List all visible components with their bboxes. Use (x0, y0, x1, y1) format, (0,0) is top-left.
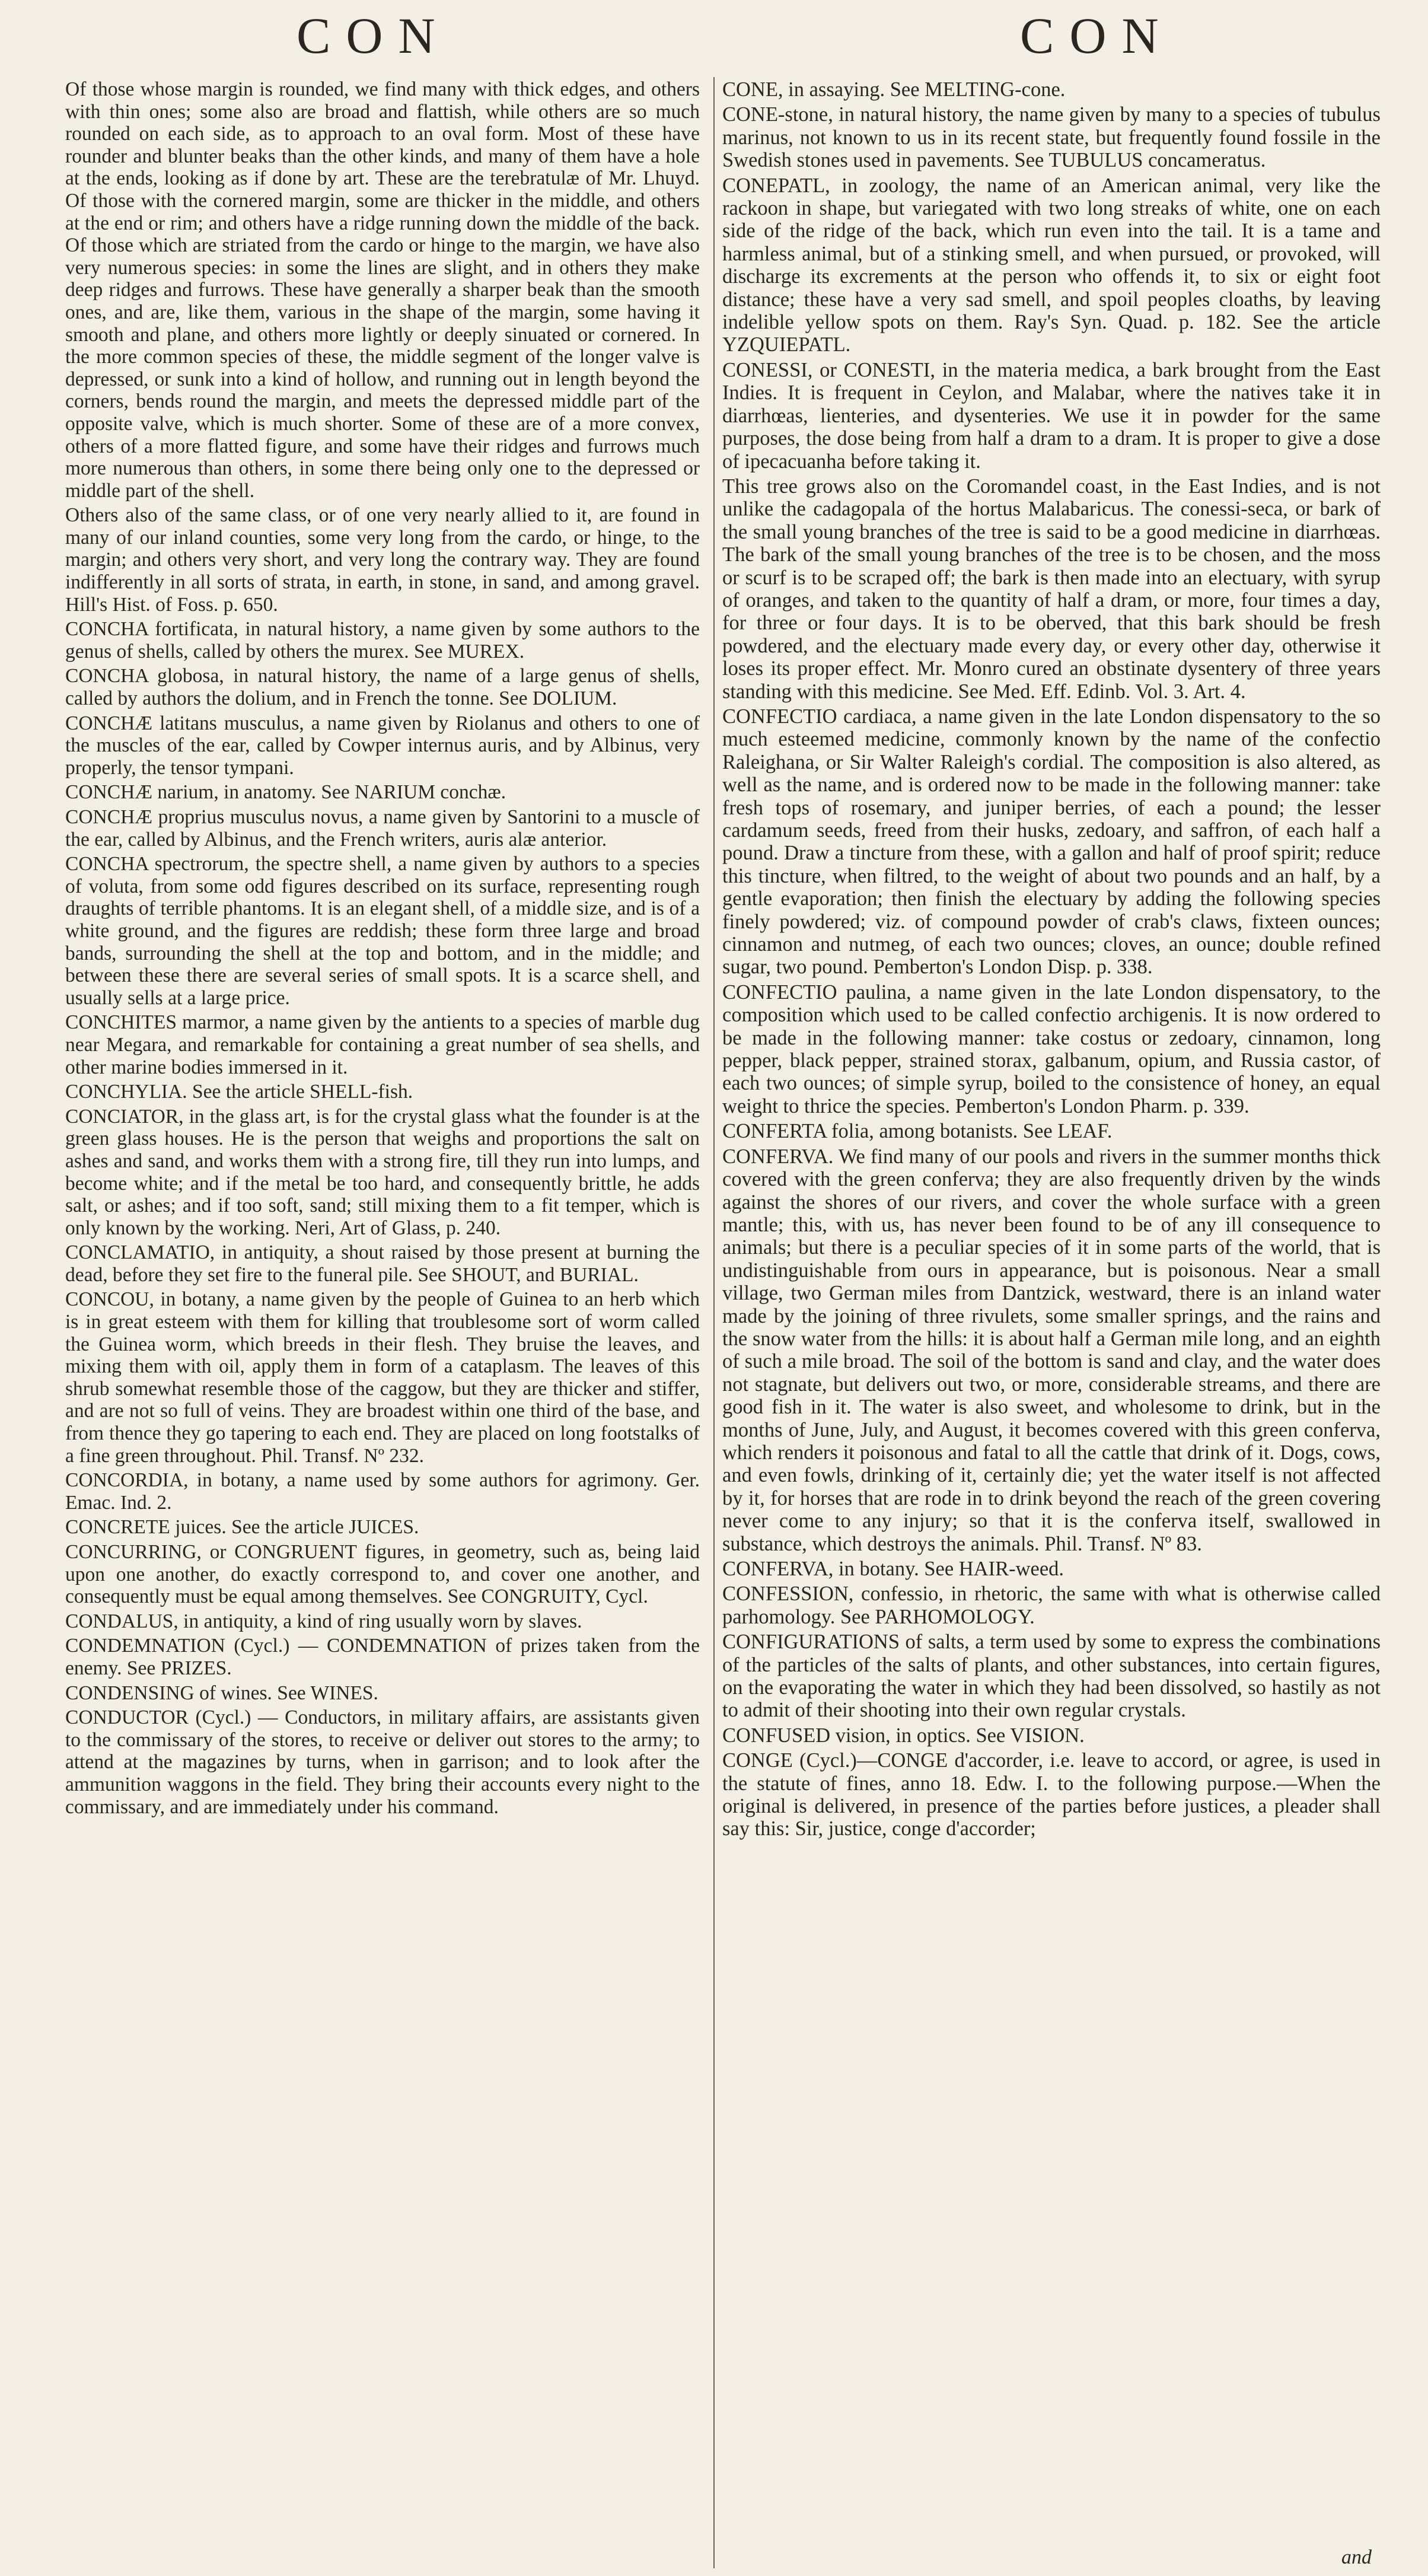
dictionary-entry: CONCORDIA, in botany, a name used by some authors for agrimony. Ger. Emac. Ind. 2. (65, 1469, 700, 1514)
dictionary-entry: CONCLAMATIO, in antiquity, a shout raised by those present at burning the dead, before they set fire to the funeral pile. See SHOUT, and BURIAL. (65, 1241, 700, 1286)
column-rule (713, 77, 715, 2568)
dictionary-entry: CONFERVA. We find many of our pools and rivers in the summer months thick covered with the green conferva; they are also frequently driven by the winds against the shores of our rivers, and cover the whole surface with a green mantle; this, with us, has never been found to be of any ill consequence to animals; but there is a peculiar species of it in some parts of the world, that is undistinguishable from ours in appearance, but is poisonous. Near a small village, two German miles from Dantzick, westward, there is an inland water made by the joining of three rivulets, some smaller springs, and the rains and the snow water from the hills: it is about half a German mile long, and an eighth of such a mile broad. The soil of the bottom is sand and clay, and the water does not stagnate, but delivers out two, or more, considerable streams, and there are good fish in it. The water is also sweet, and wholesome to drink, but in the months of June, July, and August, it becomes covered with this green conferva, which renders it poisonous and fatal to all the cattle that drink of it. Dogs, cows, and even fowls, drinking of it, certainly die; yet the water itself is not affected by it, for horses that are rode in to drink beyond the reach of the green covering never come to any injury; so that it is the conferva itself, swallowed in substance, which destroys the animals. Phil. Transf. Nº 83. (722, 1145, 1381, 1555)
dictionary-entry: CONDALUS, in antiquity, a kind of ring usually worn by slaves. (65, 1610, 582, 1632)
dictionary-entry: CONDEMNATION (Cycl.) — CONDEMNATION of prizes taken from the enemy. See PRIZES. (65, 1635, 700, 1679)
dictionary-entry: This tree grows also on the Coromandel coast, in the East Indies, and is not unlike the cadagopala of the hortus Malabaricus. The conessi-seca, or bark of the small young branches of the tree is said to be a good medicine in diarrhœas. The bark of the small young branches of the tree is to be chosen, and the moss or scurf is to be scraped off; the bark is then made into an electuary, with syrup of oranges, and taken to the quantity of half a dram, or more, four times a day, for three or four days. It is to be oberved, that this bark should be fresh powdered, and the electuary made every day, or every other day, otherwise it loses its proper effect. Mr. Monro cured an obstinate dysentery of three years standing with this medicine. See Med. Eff. Edinb. Vol. 3. Art. 4. (722, 475, 1381, 703)
dictionary-entry: CONDUCTOR (Cycl.) — Conductors, in military affairs, are assistants given to the commissary of the stores, to receive or deliver out stores to the army; to attend at the magazines by turns, when in garrison; and to look after the ammunition waggons in the field. They bring their accounts every night to the commissary, and are immediately under his command. (65, 1706, 700, 1818)
catchword: and (1341, 2546, 1372, 2568)
dictionary-entry: CONESSI, or CONESTI, in the materia medica, a bark brought from the East Indies. It is frequent in Ceylon, and Malabar, where the natives take it in diarrhœas, lienteries, and dysenteries. We use it in powder for the same purposes, the dose being from half a dram to a dram. It is proper to give a dose of ipecacuanha before taking it. (722, 358, 1381, 473)
dictionary-entry: CONE-stone, in natural history, the name given by many to a species of tubulus marinus, not known to us in its recent state, but frequently found fossile in the Swedish stones used in pavements. See TUBULUS concameratus. (722, 103, 1381, 172)
dictionary-entry: CONFERVA, in botany. See HAIR-weed. (722, 1558, 1064, 1580)
dictionary-entry: Of those whose margin is rounded, we find many with thick edges, and others with thin ones; some also are broad and flattish, while others are so much rounded on each side, as to approach to an oval form. Most of these have rounder and blunter beaks than the other kinds, and many of them have a hole at the ends, looking as if done by art. These are the terebratulæ of Mr. Lhuyd. Of those with the cornered margin, some are thicker in the middle, and others at the end or rim; and others have a ridge running down the middle of the back. Of those which are striated from the cardo or hinge to the margin, we have also very numerous species: in some the lines are slight, and in others they make deep ridges and furrows. These have generally a sharper beak than the smooth ones, and are, like them, various in the shape of the margin, some having it smooth and plane, and others more lightly or deeply sinuated or cornered. In the more common species of these, the middle segment of the longer valve is depressed, or sunk into a kind of hollow, and running out in length beyond the corners, bends round the margin, and meets the depressed middle part of the opposite valve, which is much shorter. Some of these are of a more convex, others of a more flatted figure, and some have their ridges and furrows much more numerous than others, in some there being only one to the depressed or middle part of the shell. (65, 78, 700, 502)
right-column (722, 78, 1381, 1843)
dictionary-entry: CONCHA spectrorum, the spectre shell, a name given by authors to a species of voluta, from some odd figures described on its surface, representing rough draughts of terrible phantoms. It is an elegant shell, of a middle size, and is of a white ground, and the figures are reddish; these form three large and broad bands, surrounding the shell at the top and bottom, and in the middle; and between these there are several series of small spots. It is a scarce shell, and usually sells at a large price. (65, 853, 700, 1009)
dictionary-entry: CONE, in assaying. See MELTING-cone. (722, 78, 1066, 101)
dictionary-entry: CONCOU, in botany, a name given by the people of Guinea to an herb which is in great esteem with them for killing that troublesome sort of worm called the Guinea worm, which breeds in their flesh. They bruise the leaves, and mixing them with oil, apply them in form of a cataplasm. The leaves of this shrub somewhat resemble those of the caggow, but they are thicker and stiffer, and are not so full of veins. They are broadest within one third of the base, and from thence they go tapering to each end. They are placed on long footstalks of a fine green throughout. Phil. Transf. Nº 232. (65, 1288, 700, 1467)
dictionary-entry: CONFERTA folia, among botanists. See LEAF. (722, 1120, 1113, 1143)
dictionary-entry: CONFECTIO paulina, a name given in the late London dispensatory, to the composition which used to be called confectio archigenis. It is now ordered to be made in the following manner: take costus or zedoary, cinnamon, long pepper, black pepper, strained storax, galbanum, opium, and Russia castor, of each two ounces; of simple syrup, boiled to the consistence of honey, an equal weight to thrice the species. Pemberton's London Pharm. p. 339. (722, 980, 1381, 1117)
dictionary-entry: CONFESSION, confessio, in rhetoric, the same with what is otherwise called parhomology. See PARHOMOLOGY. (722, 1582, 1381, 1628)
left-column (65, 78, 700, 1820)
dictionary-entry: Others also of the same class, or of one very nearly allied to it, are found in many of our inland counties, some very long from the cardo, or hinge, to the margin; and others very short, and very long the contrary way. They are found indifferently in all sorts of strata, in earth, in stone, in sand, and among gravel. Hill's Hist. of Foss. p. 650. (65, 504, 700, 616)
dictionary-entry: CONCHA globosa, in natural history, the name of a large genus of shells, called by authors the dolium, and in French the tonne. See DOLIUM. (65, 665, 700, 710)
dictionary-entry: CONFIGURATIONS of salts, a term used by some to express the combinations of the particles of the salts of plants, and other substances, into certain figures, on the evaporating the water in which they had been dissolved, so hastily as not to admit of their shooting into their own regular crystals. (722, 1631, 1381, 1722)
dictionary-entry: CONCHA fortificata, in natural history, a name given by some authors to the genus of shells, called by others the murex. See MUREX. (65, 618, 700, 663)
dictionary-entry: CONGE (Cycl.)—CONGE d'accorder, i.e. leave to accord, or agree, is used in the statute of fines, anno 18. Edw. I. to the following purpose.—When the original is delivered, in presence of the parties before justices, a pleader shall say this: Sir, justice, conge d'accorder; (722, 1749, 1381, 1841)
dictionary-entry: CONCHITES marmor, a name given by the antients to a species of marble dug near Megara, and remarkable for containing a great number of sea shells, and other marine bodies immersed in it. (65, 1011, 700, 1078)
running-head-right: CON (1020, 7, 1174, 64)
dictionary-entry: CONCHÆ latitans musculus, a name given by Riolanus and others to one of the muscles of the ear, called by Cowper internus auris, and by Albinus, very properly, the tensor tympani. (65, 712, 700, 779)
dictionary-entry: CONFECTIO cardiaca, a name given in the late London dispensatory to the so much esteemed medicine, commonly known by the name of the confectio Raleighana, or Sir Walter Raleigh's cordial. The composition is also altered, as well as the name, and is ordered now to be made in the following manner: take fresh tops of rosemary, and juniper berries, of each a pound; the lesser cardamum seeds, freed from their husks, zedoary, and saffron, of each half a pound. Draw a tincture from these, with a gallon and half of proof spirit; reduce this tincture, when filtred, to the weight of about two pounds and an half, by a gentle evaporation; then finish the electuary by adding the following species finely powdered; viz. of compound powder of crab's claws, fixteen ounces; cinnamon and nutmeg, of each two ounces; cloves, an ounce; double refined sugar, two pound. Pemberton's London Disp. p. 338. (722, 705, 1381, 979)
running-head-left: CON (297, 7, 451, 64)
dictionary-entry: CONCHYLIA. See the article SHELL-fish. (65, 1081, 413, 1103)
dictionary-entry: CONCURRING, or CONGRUENT figures, in geometry, such as, being laid upon one another, do exactly correspond to, and cover one another, and consequently must be equal among themselves. See CONGRUITY, Cycl. (65, 1541, 700, 1608)
dictionary-entry: CONCHÆ proprius musculus novus, a name given by Santorini to a muscle of the ear, called by Albinus, and the French writers, auris alæ anterior. (65, 806, 700, 851)
dictionary-entry: CONCIATOR, in the glass art, is for the crystal glass what the founder is at the green glass houses. He is the person that weighs and proportions the salt on ashes and sand, and works them with a strong fire, till they run into lumps, and become white; and if the metal be too hard, and consequently brittle, he adds salt, or ashes; and if too soft, sand; still mixing them to a fit temper, which is only known by the working. Neri, Art of Glass, p. 240. (65, 1105, 700, 1239)
dictionary-entry: CONCHÆ narium, in anatomy. See NARIUM conchæ. (65, 781, 506, 804)
dictionary-entry: CONDENSING of wines. See WINES. (65, 1682, 378, 1704)
dictionary-entry: CONEPATL, in zoology, the name of an American animal, very like the rackoon in shape, but variegated with two long streaks of white, one on each side of the ridge of the back, which run even into the tail. It is a tame and harmless animal, but of a stinking smell, and when pursued, or provoked, will discharge its excrements at the person who offends it, to six or eight foot distance; these have a very sad smell, and spoil peoples cloaths, by leaving indelible yellow spots on them. Ray's Syn. Quad. p. 182. See the article YZQUIEPATL. (722, 174, 1381, 356)
dictionary-entry: CONCRETE juices. See the article JUICES. (65, 1516, 419, 1539)
dictionary-entry: CONFUSED vision, in optics. See VISION. (722, 1724, 1085, 1747)
